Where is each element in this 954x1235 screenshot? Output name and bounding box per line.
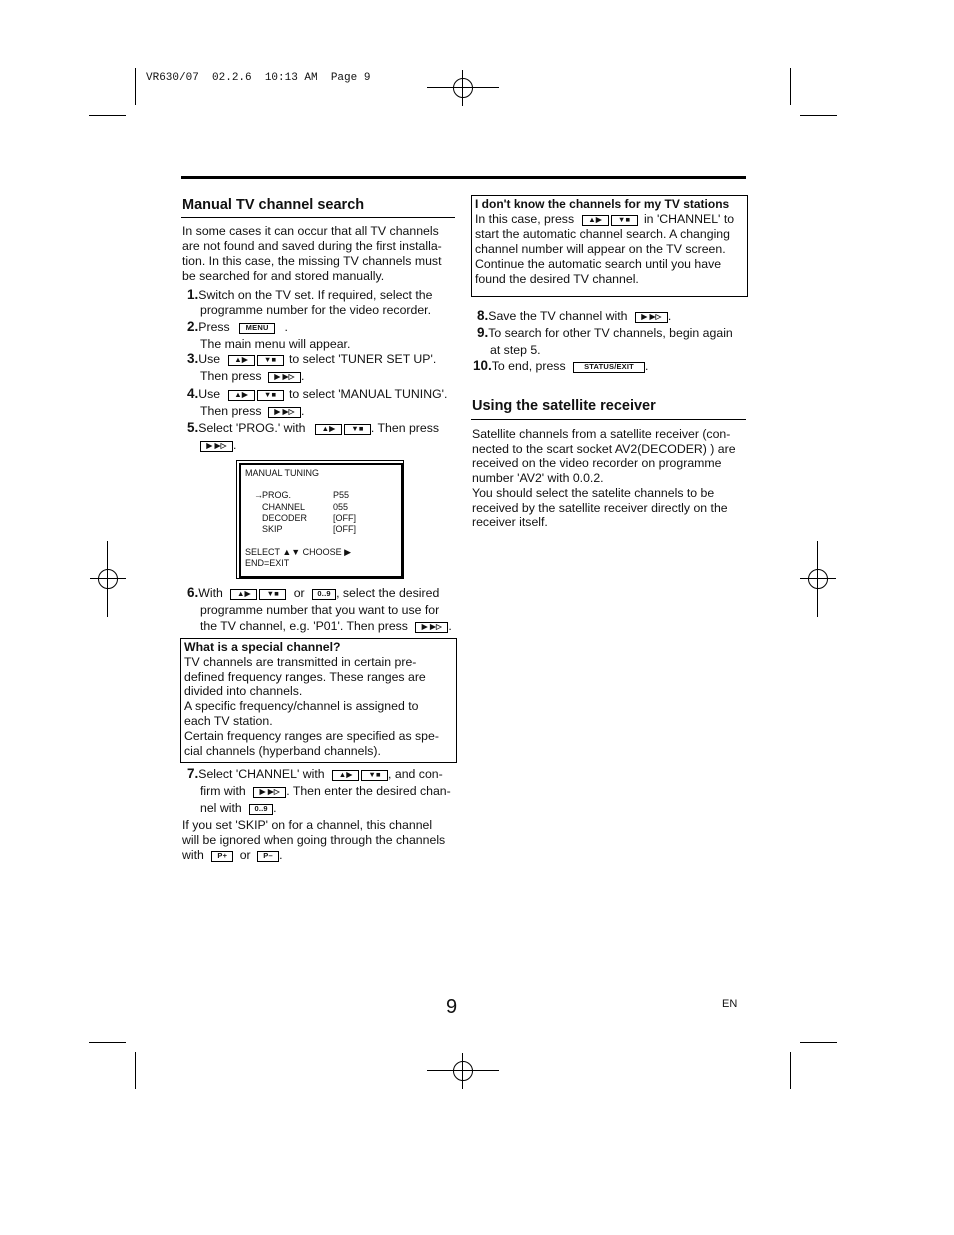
top-rule	[181, 176, 746, 179]
up-key-icon: ▲▶	[582, 215, 609, 226]
registration-mark-icon	[445, 70, 481, 106]
satellite-paragraph: Satellite channels from a satellite receiver (con- nected to the scart socket AV2(DECODER) ) are received on the video recorder on programme number 'AV2' with 0.0.2. You should select the satelite channels to be received by the satellite receiver directly on the receiver itself.	[472, 427, 736, 530]
step-9: 9.To search for other TV channels, begin again at step 5.	[477, 325, 733, 357]
step-10: 10.To end, press STATUS/EXIT .	[473, 358, 649, 373]
crop-mark	[790, 68, 791, 105]
step-6: 6.With ▲▶ ▼■ or 0..9 , select the desired programme number that you want to use for the TV channel, e.g. 'P01'. Then press ▶ ▶▷ .	[187, 585, 452, 633]
step-2: 2.Press MENU . The main menu will appear.	[187, 319, 351, 351]
down-key-icon: ▼■	[361, 770, 388, 781]
up-key-icon: ▲▶	[332, 770, 359, 781]
crop-mark	[790, 1052, 791, 1089]
play-key-icon: ▶ ▶▷	[253, 787, 286, 798]
registration-mark-icon	[445, 1053, 481, 1089]
crop-mark	[135, 1052, 136, 1089]
menu-key-icon: MENU	[239, 323, 275, 334]
play-key-icon: ▶ ▶▷	[635, 312, 668, 323]
osd-arrow-icon: →	[254, 490, 263, 500]
status-exit-key-icon: STATUS/EXIT	[573, 362, 645, 373]
digit-key-icon: 0..9	[312, 589, 336, 600]
down-key-icon: ▼■	[611, 215, 638, 226]
program-up-key-icon: P+	[211, 851, 233, 862]
step-8: 8.Save the TV channel with ▶ ▶▷ .	[477, 308, 672, 323]
down-key-icon: ▼■	[344, 424, 371, 435]
up-key-icon: ▲▶	[315, 424, 342, 435]
up-key-icon: ▲▶	[230, 589, 257, 600]
skip-note: If you set 'SKIP' on for a channel, this channel will be ignored when going through the channels with P+ or P– .	[182, 818, 446, 862]
osd-row-value: [OFF]	[333, 524, 356, 534]
up-key-icon: ▲▶	[228, 355, 255, 366]
unknown-channels-content: I don't know the channels for my TV stations In this case, press ▲▶ ▼■ in 'CHANNEL' to start the automatic channel search. A changing channel number will appear on the TV screen. Continue the automatic search until you have found the desired TV channel.	[475, 197, 735, 286]
up-key-icon: ▲▶	[228, 390, 255, 401]
page-number: 9	[446, 996, 458, 1018]
crop-mark	[89, 1042, 126, 1043]
play-key-icon: ▶ ▶▷	[268, 407, 301, 418]
osd-row-label: DECODER	[262, 513, 308, 523]
heading-underline	[181, 217, 455, 218]
play-key-icon: ▶ ▶▷	[268, 372, 301, 383]
play-key-icon: ▶ ▶▷	[415, 622, 448, 633]
step-3: 3.Use ▲▶ ▼■ to select 'TUNER SET UP'. Then press ▶ ▶▷ .	[187, 351, 437, 383]
print-slug: VR630/07 02.2.6 10:13 AM Page 9	[146, 72, 371, 84]
osd-title: MANUAL TUNING	[245, 468, 320, 478]
special-channel-content: What is a special channel? TV channels are transmitted in certain pre- defined frequency ranges. These ranges are divided into channels. A specific frequency/channel is assigned to each TV station. Certain frequency ranges are specified as spe- cial channels (hyperband channels).	[184, 640, 439, 758]
registration-mark-icon	[90, 561, 126, 597]
osd-footer: END=EXIT	[245, 558, 290, 568]
osd-row-label: SKIP	[262, 524, 283, 534]
osd-row-label: PROG.	[262, 490, 292, 500]
step-1: 1.Switch on the TV set. If required, select the programme number for the video recorder.	[187, 287, 433, 317]
step-5: 5.Select 'PROG.' with ▲▶ ▼■ . Then press ▶ ▶▷ .	[187, 420, 440, 452]
osd-row-value: 055	[333, 502, 349, 512]
section-heading: Using the satellite receiver	[472, 398, 656, 414]
osd-row-value: P55	[333, 490, 350, 500]
registration-mark-icon	[800, 561, 836, 597]
crop-mark	[800, 1042, 837, 1043]
osd-row-label: CHANNEL	[262, 502, 306, 512]
program-down-key-icon: P–	[257, 851, 279, 862]
down-key-icon: ▼■	[257, 355, 284, 366]
step-7: 7.Select 'CHANNEL' with ▲▶ ▼■ , and con- firm with ▶ ▶▷ . Then enter the desired chan- nel with 0..9 .	[187, 766, 451, 815]
digit-key-icon: 0..9	[249, 804, 273, 815]
osd-row-value: [OFF]	[333, 513, 356, 523]
play-key-icon: ▶ ▶▷	[200, 441, 233, 452]
section-heading: Manual TV channel search	[182, 197, 365, 213]
heading-underline	[471, 419, 746, 420]
osd-footer: SELECT ▲▼ CHOOSE ▶	[245, 547, 352, 557]
step-4: 4.Use ▲▶ ▼■ to select 'MANUAL TUNING'. Then press ▶ ▶▷ .	[187, 386, 448, 418]
intro-paragraph: In some cases it can occur that all TV channels are not found and saved during the first installa- tion. In this case, the missing TV channels must be searched for and stored manually.	[182, 224, 442, 283]
crop-mark	[135, 68, 136, 105]
language-code: EN	[722, 998, 738, 1010]
crop-mark	[800, 115, 837, 116]
crop-mark	[89, 115, 126, 116]
down-key-icon: ▼■	[257, 390, 284, 401]
down-key-icon: ▼■	[259, 589, 286, 600]
